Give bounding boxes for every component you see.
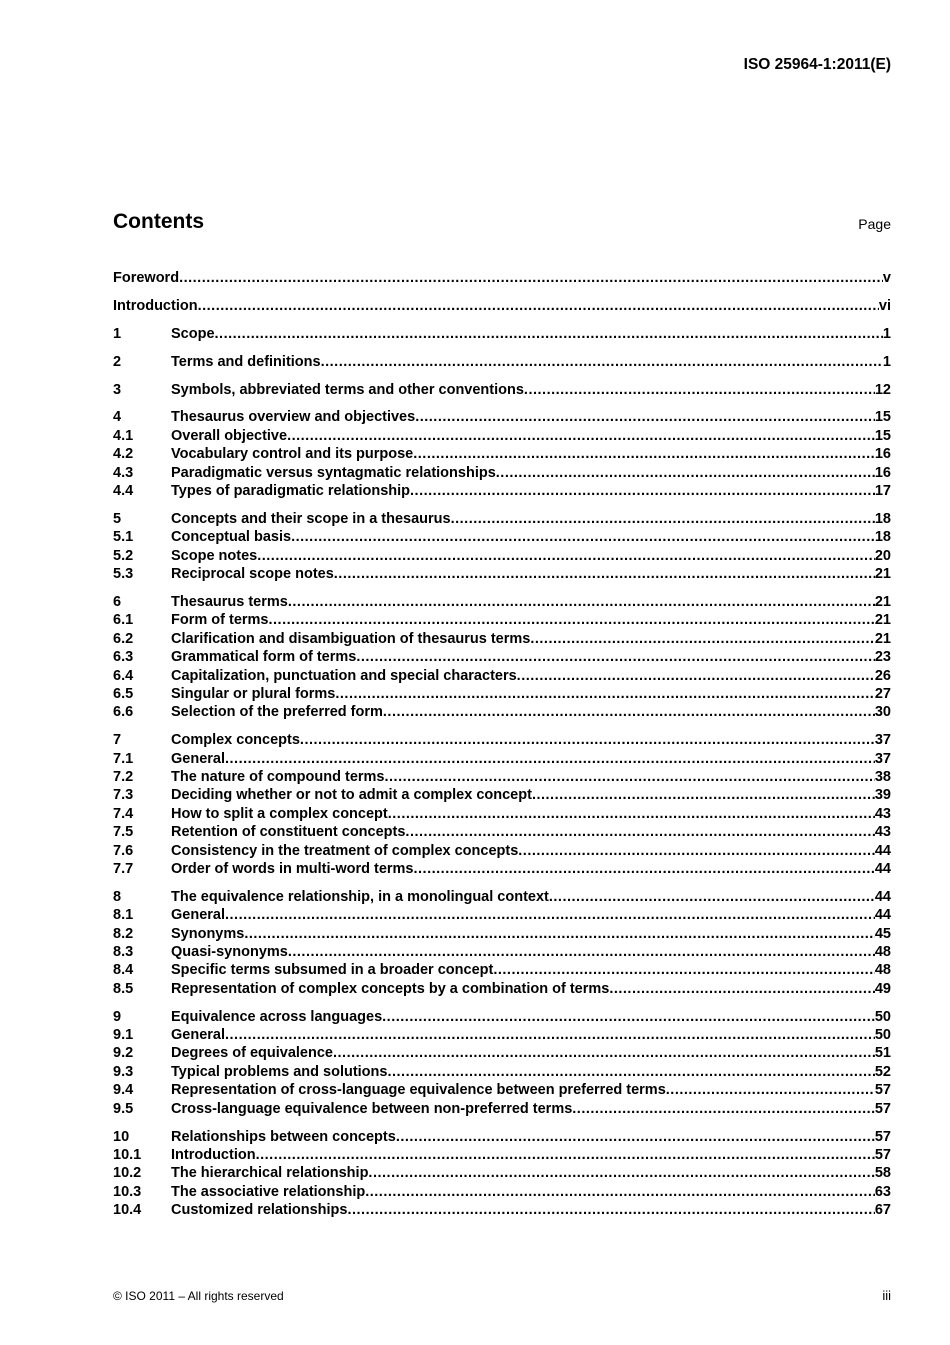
toc-entry-title: The nature of compound terms bbox=[171, 768, 385, 785]
toc-entry[interactable] bbox=[113, 786, 891, 804]
toc-entry-page: 57 bbox=[874, 1128, 891, 1145]
page-title: Contents bbox=[113, 210, 204, 233]
toc-group bbox=[113, 408, 891, 500]
toc-dot-leader bbox=[334, 565, 875, 583]
toc-entry[interactable] bbox=[113, 547, 891, 565]
toc-dot-leader bbox=[333, 1044, 875, 1062]
toc-entry-number: 9.1 bbox=[113, 1027, 134, 1044]
toc-entry[interactable] bbox=[113, 703, 891, 721]
toc-entry-number: 7.6 bbox=[113, 842, 134, 859]
toc-entry[interactable] bbox=[113, 1081, 891, 1099]
toc-entry[interactable] bbox=[113, 750, 891, 768]
toc-dot-leader bbox=[287, 427, 875, 445]
toc-entry-title: Reciprocal scope notes bbox=[171, 566, 334, 583]
toc-entry-title: Complex concepts bbox=[171, 732, 300, 749]
toc-entry-page: 20 bbox=[874, 547, 891, 564]
toc-dot-leader bbox=[666, 1081, 875, 1099]
toc-entry-title: Representation of cross-language equivalence between preferred terms bbox=[171, 1082, 666, 1099]
toc-entry-number: 9.3 bbox=[113, 1063, 134, 1080]
toc-entry-title: Terms and definitions bbox=[171, 353, 321, 370]
toc-entry-title: Typical problems and solutions bbox=[171, 1063, 388, 1080]
toc-entry-number: 6.6 bbox=[113, 704, 134, 721]
toc-group bbox=[113, 325, 891, 343]
toc-dot-leader bbox=[549, 888, 875, 906]
toc-entry-title: Types of paradigmatic relationship bbox=[171, 483, 411, 500]
toc-entry-title: General bbox=[171, 1027, 225, 1044]
toc-entry[interactable] bbox=[113, 482, 891, 500]
toc-entry-title: Representation of complex concepts by a combination of terms bbox=[171, 980, 610, 997]
toc-entry-number: 9.4 bbox=[113, 1082, 134, 1099]
toc-entry-page: 27 bbox=[874, 685, 891, 702]
toc-entry-number: 8.1 bbox=[113, 907, 134, 924]
toc-dot-leader bbox=[179, 269, 883, 287]
toc-dot-leader bbox=[415, 408, 875, 426]
toc-entry[interactable] bbox=[113, 888, 891, 906]
toc-entry[interactable] bbox=[113, 1183, 891, 1201]
toc-entry-number: 5.2 bbox=[113, 547, 134, 564]
toc-dot-leader bbox=[524, 381, 875, 399]
toc-entry[interactable] bbox=[113, 445, 891, 463]
toc-entry[interactable] bbox=[113, 768, 891, 786]
toc-entry-page: 50 bbox=[874, 1008, 891, 1025]
toc-entry[interactable] bbox=[113, 1146, 891, 1164]
toc-entry-number: 6 bbox=[113, 593, 122, 610]
toc-entry-title: Thesaurus overview and objectives bbox=[171, 409, 416, 426]
toc-entry-title: Clarification and disambiguation of thesaurus terms bbox=[171, 630, 531, 647]
toc-entry-title: Singular or plural forms bbox=[171, 685, 336, 702]
toc-dot-leader bbox=[256, 1146, 875, 1164]
toc-entry-number: 8.4 bbox=[113, 962, 134, 979]
toc-dot-leader bbox=[414, 860, 875, 878]
toc-entry-title: Retention of constituent concepts bbox=[171, 824, 406, 841]
toc-entry-page: v bbox=[882, 270, 891, 286]
toc-entry-number: 7.4 bbox=[113, 805, 134, 822]
toc-entry-page: 39 bbox=[874, 787, 891, 804]
toc-entry[interactable] bbox=[113, 297, 891, 315]
toc-entry[interactable] bbox=[113, 685, 891, 703]
toc-dot-leader bbox=[609, 980, 875, 998]
toc-group bbox=[113, 888, 891, 998]
toc-entry-title: Order of words in multi-word terms bbox=[171, 860, 414, 877]
toc-entry-page: 16 bbox=[874, 464, 891, 481]
toc-entry-page: 44 bbox=[874, 907, 891, 924]
toc-dot-leader bbox=[405, 823, 874, 841]
toc-entry-number: 4.4 bbox=[113, 483, 134, 500]
toc-group bbox=[113, 1008, 891, 1118]
toc-entry[interactable] bbox=[113, 325, 891, 343]
toc-entry[interactable] bbox=[113, 593, 891, 611]
toc-group bbox=[113, 297, 891, 315]
toc-entry-title: Paradigmatic versus syntagmatic relationships bbox=[171, 464, 496, 481]
toc-entry-number: 5.1 bbox=[113, 529, 134, 546]
toc-entry-title: Quasi-synonyms bbox=[171, 944, 288, 960]
toc-entry-page: 48 bbox=[874, 944, 891, 960]
toc-entry-number: 5.3 bbox=[113, 566, 134, 583]
toc-entry-page: 57 bbox=[874, 1100, 891, 1117]
toc-entry-number: 6.5 bbox=[113, 685, 134, 702]
toc-group bbox=[113, 510, 891, 584]
toc-entry-page: 21 bbox=[874, 630, 891, 647]
toc-entry-page: 37 bbox=[874, 732, 891, 749]
toc-entry-page: 45 bbox=[874, 925, 891, 942]
toc-entry-page: 52 bbox=[874, 1063, 891, 1080]
toc-entry[interactable] bbox=[113, 611, 891, 629]
toc-entry-number: 8.5 bbox=[113, 980, 134, 997]
toc-entry[interactable] bbox=[113, 980, 891, 998]
toc-dot-leader bbox=[410, 482, 875, 500]
toc-entry-number: 10.4 bbox=[113, 1202, 142, 1219]
toc-group bbox=[113, 593, 891, 722]
toc-entry-title: Scope bbox=[171, 325, 215, 342]
toc-dot-leader bbox=[451, 510, 875, 528]
toc-dot-leader bbox=[572, 1100, 875, 1118]
toc-entry-number: 6.2 bbox=[113, 630, 134, 647]
toc-entry-page: vi bbox=[878, 297, 891, 314]
toc-entry-title: Capitalization, punctuation and special characters bbox=[171, 667, 517, 684]
page-number: iii bbox=[882, 1288, 891, 1303]
toc-entry-title: Cross-language equivalence between non-preferred terms bbox=[171, 1100, 573, 1117]
toc-entry[interactable] bbox=[113, 943, 891, 961]
toc-entry-title: Specific terms subsumed in a broader concept bbox=[171, 962, 494, 979]
toc-entry-title: Symbols, abbreviated terms and other conventions bbox=[171, 381, 524, 398]
toc-entry-page: 30 bbox=[874, 704, 891, 721]
toc-entry[interactable] bbox=[113, 648, 891, 666]
toc-entry[interactable] bbox=[113, 961, 891, 979]
toc-entry[interactable] bbox=[113, 667, 891, 685]
toc-dot-leader bbox=[532, 786, 875, 804]
toc-entry[interactable] bbox=[113, 408, 891, 426]
toc-entry-page: 51 bbox=[874, 1045, 891, 1062]
toc-dot-leader bbox=[383, 703, 875, 721]
toc-entry[interactable] bbox=[113, 427, 891, 445]
toc-entry-title: Deciding whether or not to admit a complex concept bbox=[171, 787, 532, 804]
toc-entry[interactable] bbox=[113, 906, 891, 924]
toc-entry-title: The hierarchical relationship bbox=[171, 1165, 369, 1182]
toc-dot-leader bbox=[385, 768, 875, 786]
toc-entry-title: Concepts and their scope in a thesaurus bbox=[171, 510, 451, 527]
toc-entry-title: How to split a complex concept bbox=[171, 805, 388, 822]
toc-dot-leader bbox=[269, 611, 875, 629]
toc-entry-number: 10.1 bbox=[113, 1146, 142, 1163]
toc-entry-number: 7.5 bbox=[113, 824, 134, 841]
toc-entry[interactable] bbox=[113, 1100, 891, 1118]
toc-entry-number: 1 bbox=[113, 325, 122, 342]
toc-entry-title: Overall objective bbox=[171, 427, 288, 444]
toc-entry-title: Degrees of equivalence bbox=[171, 1045, 333, 1062]
toc-entry-page: 21 bbox=[874, 612, 891, 629]
toc-entry-title: Thesaurus terms bbox=[171, 593, 288, 610]
toc-entry-page: 23 bbox=[874, 649, 891, 666]
toc-dot-leader bbox=[387, 1063, 874, 1081]
toc-dot-leader bbox=[335, 685, 875, 703]
toc-entry-page: 18 bbox=[874, 510, 891, 527]
toc-dot-leader bbox=[291, 528, 875, 546]
toc-entry-page: 18 bbox=[874, 529, 891, 546]
toc-entry-title: Foreword bbox=[113, 270, 180, 286]
toc-dot-leader bbox=[356, 648, 875, 666]
toc-entry-number: 4.1 bbox=[113, 427, 134, 444]
toc-entry-number: 7.1 bbox=[113, 750, 134, 767]
toc-entry[interactable] bbox=[113, 842, 891, 860]
toc-entry-number: 8.2 bbox=[113, 925, 134, 942]
toc-entry[interactable] bbox=[113, 1164, 891, 1182]
toc-entry[interactable] bbox=[113, 860, 891, 878]
page-column-label: Page bbox=[858, 216, 891, 232]
toc-entry[interactable] bbox=[113, 1201, 891, 1219]
toc-entry-number: 7.7 bbox=[113, 860, 134, 877]
toc-entry[interactable] bbox=[113, 528, 891, 546]
toc-entry-number: 9.5 bbox=[113, 1100, 134, 1117]
toc-entry-title: General bbox=[171, 750, 225, 767]
toc-entry-title: Scope notes bbox=[171, 547, 258, 564]
toc-entry-number: 4.3 bbox=[113, 464, 134, 481]
toc-entry-page: 17 bbox=[874, 483, 891, 500]
toc-entry-page: 16 bbox=[874, 446, 891, 463]
toc-entry-number: 7.2 bbox=[113, 768, 134, 785]
toc-group bbox=[113, 269, 891, 287]
toc-dot-leader bbox=[382, 1008, 875, 1026]
toc-entry-page: 48 bbox=[874, 962, 891, 979]
toc-dot-leader bbox=[396, 1128, 875, 1146]
toc-dot-leader bbox=[244, 925, 875, 943]
toc-entry-page: 63 bbox=[874, 1183, 891, 1200]
toc-entry[interactable] bbox=[113, 269, 891, 287]
toc-dot-leader bbox=[496, 464, 875, 482]
toc-entry[interactable] bbox=[113, 731, 891, 749]
table-of-contents bbox=[113, 269, 891, 1229]
toc-entry-page: 1 bbox=[882, 353, 891, 370]
toc-entry[interactable] bbox=[113, 353, 891, 371]
toc-entry[interactable] bbox=[113, 464, 891, 482]
toc-entry[interactable] bbox=[113, 1063, 891, 1081]
toc-dot-leader bbox=[288, 943, 875, 961]
toc-entry-title: Vocabulary control and its purpose bbox=[171, 446, 414, 463]
toc-dot-leader bbox=[300, 731, 875, 749]
toc-entry-page: 21 bbox=[874, 566, 891, 583]
toc-entry-title: The equivalence relationship, in a monolingual context bbox=[171, 888, 549, 905]
toc-entry-title: Customized relationships bbox=[171, 1202, 348, 1219]
toc-entry-number: 6.3 bbox=[113, 649, 134, 666]
toc-dot-leader bbox=[321, 353, 883, 371]
toc-entry-page: 50 bbox=[874, 1027, 891, 1044]
toc-entry[interactable] bbox=[113, 1128, 891, 1146]
toc-entry-page: 44 bbox=[874, 842, 891, 859]
toc-entry-title: Relationships between concepts bbox=[171, 1128, 396, 1145]
toc-entry-title: General bbox=[171, 907, 225, 924]
toc-entry[interactable] bbox=[113, 823, 891, 841]
toc-entry-page: 21 bbox=[874, 593, 891, 610]
toc-entry-page: 58 bbox=[874, 1165, 891, 1182]
toc-entry-number: 4.2 bbox=[113, 446, 134, 463]
toc-entry-title: Conceptual basis bbox=[171, 529, 292, 546]
toc-group bbox=[113, 353, 891, 371]
toc-group bbox=[113, 381, 891, 399]
toc-dot-leader bbox=[198, 297, 879, 315]
toc-entry-page: 43 bbox=[874, 824, 891, 841]
toc-entry-number: 6.1 bbox=[113, 612, 134, 629]
toc-entry[interactable] bbox=[113, 510, 891, 528]
toc-dot-leader bbox=[368, 1164, 874, 1182]
toc-entry-page: 44 bbox=[874, 888, 891, 905]
toc-dot-leader bbox=[493, 961, 875, 979]
toc-entry[interactable] bbox=[113, 565, 891, 583]
toc-entry-title: Consistency in the treatment of complex concepts bbox=[171, 842, 519, 859]
toc-entry-page: 38 bbox=[874, 768, 891, 785]
toc-entry-number: 8 bbox=[113, 888, 122, 905]
toc-entry-number: 9 bbox=[113, 1008, 122, 1025]
toc-entry-title: Introduction bbox=[113, 297, 198, 314]
toc-entry[interactable] bbox=[113, 630, 891, 648]
toc-entry-number: 5 bbox=[113, 510, 122, 527]
toc-dot-leader bbox=[530, 630, 875, 648]
toc-entry-number: 4 bbox=[113, 409, 122, 426]
toc-entry-number: 9.2 bbox=[113, 1045, 134, 1062]
toc-entry-page: 67 bbox=[874, 1202, 891, 1219]
toc-dot-leader bbox=[517, 667, 875, 685]
toc-dot-leader bbox=[413, 445, 875, 463]
toc-group bbox=[113, 1128, 891, 1220]
toc-entry-number: 7 bbox=[113, 732, 122, 749]
toc-dot-leader bbox=[518, 842, 875, 860]
toc-entry-number: 3 bbox=[113, 381, 122, 398]
toc-entry-page: 1 bbox=[882, 325, 891, 342]
toc-dot-leader bbox=[347, 1201, 874, 1219]
toc-entry-number: 10.3 bbox=[113, 1183, 142, 1200]
toc-dot-leader bbox=[257, 547, 875, 565]
toc-entry-page: 44 bbox=[874, 860, 891, 877]
toc-group bbox=[113, 731, 891, 878]
toc-dot-leader bbox=[225, 906, 875, 924]
toc-entry-title: Selection of the preferred form bbox=[171, 704, 383, 721]
toc-entry-page: 57 bbox=[874, 1146, 891, 1163]
toc-entry-title: Grammatical form of terms bbox=[171, 649, 357, 666]
toc-entry-page: 43 bbox=[874, 805, 891, 822]
toc-entry-title: Introduction bbox=[171, 1146, 256, 1163]
toc-entry-number: 10 bbox=[113, 1128, 130, 1145]
toc-entry[interactable] bbox=[113, 381, 891, 399]
toc-entry-page: 57 bbox=[874, 1082, 891, 1099]
toc-entry-title: Form of terms bbox=[171, 612, 269, 629]
toc-entry-number: 2 bbox=[113, 353, 122, 370]
document-id: ISO 25964-1:2011(E) bbox=[743, 56, 891, 73]
toc-dot-leader bbox=[388, 805, 875, 823]
toc-entry[interactable] bbox=[113, 1008, 891, 1026]
toc-dot-leader bbox=[365, 1183, 875, 1201]
toc-entry-title: Synonyms bbox=[171, 925, 245, 942]
toc-entry[interactable] bbox=[113, 1026, 891, 1044]
toc-entry-page: 15 bbox=[874, 409, 891, 426]
toc-entry[interactable] bbox=[113, 925, 891, 943]
toc-entry-page: 12 bbox=[874, 381, 891, 398]
toc-entry-page: 37 bbox=[874, 750, 891, 767]
toc-entry-page: 49 bbox=[874, 980, 891, 997]
toc-dot-leader bbox=[225, 750, 875, 768]
toc-entry-page: 15 bbox=[874, 427, 891, 444]
toc-entry[interactable] bbox=[113, 1044, 891, 1062]
toc-entry-number: 6.4 bbox=[113, 667, 134, 684]
toc-entry-title: The associative relationship bbox=[171, 1183, 366, 1200]
toc-entry-title: Equivalence across languages bbox=[171, 1008, 383, 1025]
toc-dot-leader bbox=[288, 593, 875, 611]
toc-entry[interactable] bbox=[113, 805, 891, 823]
toc-entry-number: 10.2 bbox=[113, 1165, 142, 1182]
copyright-notice: © ISO 2011 – All rights reserved bbox=[113, 1289, 284, 1303]
toc-entry-page: 26 bbox=[874, 667, 891, 684]
toc-entry-number: 7.3 bbox=[113, 787, 134, 804]
toc-dot-leader bbox=[215, 325, 883, 343]
toc-entry-number: 8.3 bbox=[113, 944, 134, 960]
toc-dot-leader bbox=[225, 1026, 875, 1044]
